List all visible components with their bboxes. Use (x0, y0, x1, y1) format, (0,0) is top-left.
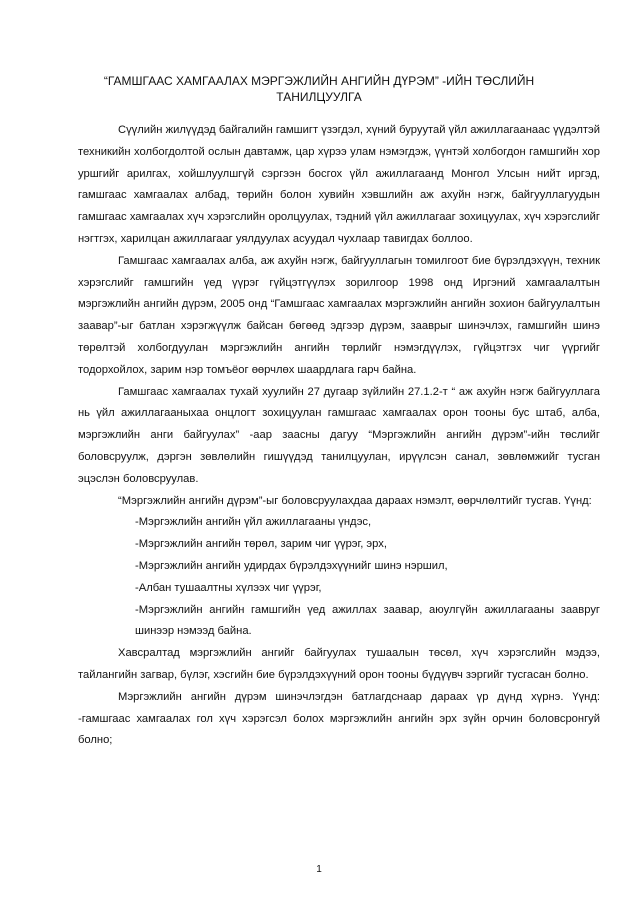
paragraph-2: Гамшгаас хамгаалах алба, аж ахуйн нэгж, байгууллагын томилгоот бие бүрэлдэхүүн, техник хэрэгслийг гамшгийн үед үүрэг гүйцэтгүүлэх зорилгоор 1998 онд Иргэний хамгаалалтын мэргэжлийн ангийн дүрэм, 2005 онд “Гамшгаас хамгаалах мэргэжлийн ангийн зохион байгуулалтын заавар”-ыг батлан хэрэгжүүлж байсан бөгөөд эдгээр дүрэм, зааврыг шинэчлэх, гамшгийн шинэ төрөлтэй холбогдуулан мэргэжлийн ангийн төрлийг нэмэгдүүлэх, гүйцэтгэх чиг үүргийг тодорхойлох, зарим нэр томъёог өөрчлөх шаардлага гарч байна. (78, 254, 600, 376)
list-item: -Мэргэжлийн ангийн төрөл, зарим чиг үүрэг, эрх, (135, 538, 387, 551)
paragraph-4: “Мэргэжлийн ангийн дүрэм”-ыг боловсруулахдаа дараах нэмэлт, өөрчлөлтийг тусгав. Үүнд: (118, 494, 592, 507)
paragraph-3: Гамшгаас хамгаалах тухай хуулийн 27 дугаар зүйлийн 27.1.2-т “ аж ахуйн нэгж байгууллага нь үйл ажиллагааныхаа онцлогт зохицуулан гамшгаас хамгаалах орон тооны бус штаб, алба, мэргэжлийн анги байгуулах” -аар заасны дагуу “Мэргэжлийн ангийн дүрэм”-ийн төслийг боловсруулж, дэргэн зөвлөлийн гишүүдэд танилцуулан, ирүүлсэн санал, зөвлөмжийг тусган эцэслэн боловсруулав. (78, 385, 600, 485)
change-list (78, 512, 600, 643)
list-item: -Мэргэжлийн ангийн гамшгийн үед ажиллах заавар, аюулгүйн ажиллагааны заавруг шинээр нэмээд байна. (135, 603, 600, 638)
paragraph-5: Хавсралтад мэргэжлийн ангийг байгуулах тушаалын төсөл, хүч хэрэгслийн мэдээ, тайлангийн загвар, бүлэг, хэсгийн бие бүрэлдэхүүний орон тооны бүдүүвч зэргийг тусгасан болно. (78, 647, 600, 681)
title-line-1: “ГАМШГААС ХАМГААЛАХ МЭРГЭЖЛИЙН АНГИЙН ДҮРЭМ” -ИЙН ТӨСЛИЙН (103, 74, 535, 88)
paragraph-6: Мэргэжлийн ангийн дүрэм шинэчлэгдэн батлагдснаар дараах үр дүнд хүрнэ. Үүнд: -гамшгаас хамгаалах гол хүч хэрэгсэл болох мэргэжлийн ангийн эрх зүйн орчин боловсронгуй болно; (78, 690, 600, 747)
document-title (78, 73, 560, 105)
paragraph-1: Сүүлийн жилүүдэд байгалийн гамшигт үзэгдэл, хүний буруутай үйл ажиллагаанаас үүдэлтэй техникийн холбогдолтой ослын давтамж, цар хүрээ улам нэмэгдэж, үүнтэй холбогдон гамшгийн хор уршгийг арилгах, хойшлуулшгүй сэргээн босгох үйл ажиллагаанд Монгол Улсын нийт иргэд, гамшгаас хамгаалах албад, төрийн болон хувийн хэвшлийн аж ахуйн нэгж, байгууллагуудын гамшгаас хамгаалах хүч хэрэгслийн оролцуулах, тэдний үйл ажиллагааг зохицуулах, хүч хэрэгслийг нэгтгэх, харилцан ажиллагааг уялдуулах асуудал чухлаар тавигдах боллоо. (78, 124, 600, 245)
list-item: -Мэргэжлийн ангийн үйл ажиллагааны үндэс, (135, 516, 372, 529)
document-body (78, 120, 600, 752)
list-item: -Албан тушаалтны хүлээх чиг үүрэг, (135, 581, 322, 594)
list-item: -Мэргэжлийн ангийн удирдах бүрэлдэхүүнийг шинэ нэршил, (135, 559, 448, 572)
title-line-2: ТАНИЛЦУУЛГА (276, 90, 362, 104)
page-number: 1 (316, 864, 322, 875)
